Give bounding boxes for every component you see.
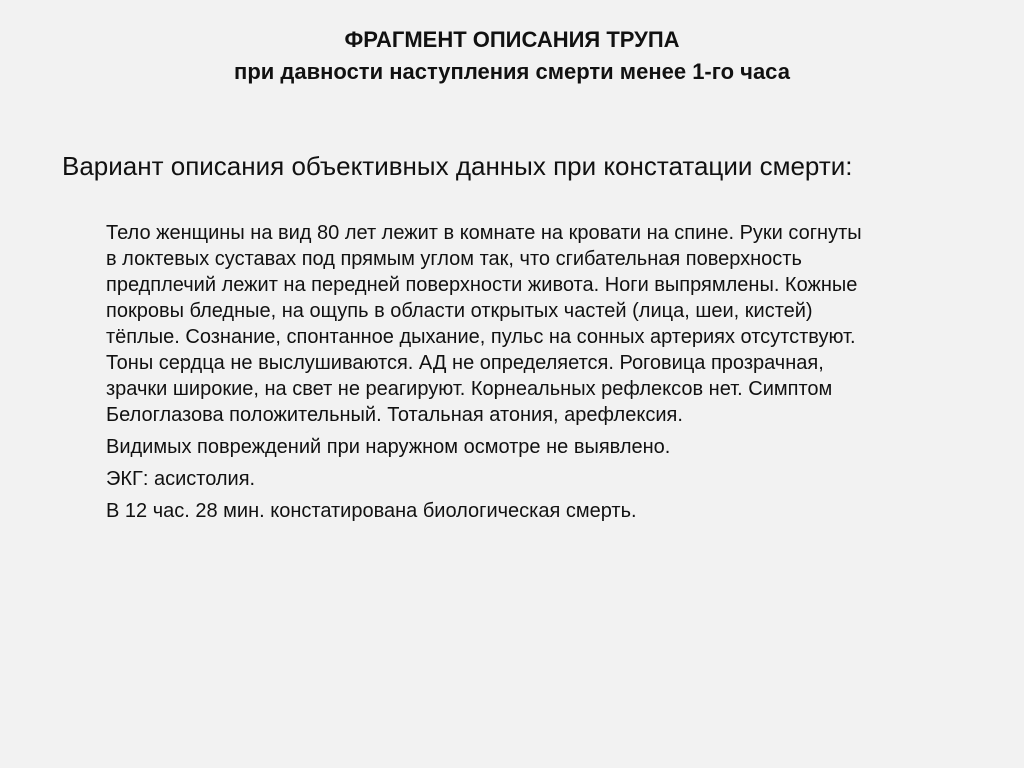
text-line: Тело женщины на вид 80 лет лежит в комнате на кровати на спине. Руки согнуты [106,222,862,244]
title-line-1: ФРАГМЕНТ ОПИСАНИЯ ТРУПА [344,27,680,52]
text-line: покровы бледные, на ощупь в области открытых частей (лица, шеи, кистей) [106,300,813,322]
text-line: зрачки широкие, на свет не реагируют. Корнеальных рефлексов нет. Симптом [106,378,833,400]
text-line: В 12 час. 28 мин. констатирована биологическая смерть. [106,500,637,522]
text-line: Белоглазова положительный. Тотальная атония, арефлексия. [106,404,683,426]
paragraph-death-time [106,498,986,524]
body-text [106,220,986,530]
paragraph-description [106,220,986,428]
title-line-2: при давности наступления смерти менее 1-го часа [234,59,790,84]
text-line: Видимых повреждений при наружном осмотре не выявлено. [106,436,671,458]
text-line: тёплые. Сознание, спонтанное дыхание, пульс на сонных артериях отсутствуют. [106,326,856,348]
slide-title [0,24,1024,88]
paragraph-ecg [106,466,986,492]
text-line: в локтевых суставах под прямым углом так, что сгибательная поверхность [106,248,802,270]
text-line: ЭКГ: асистолия. [106,468,256,490]
text-line: Тоны сердца не выслушиваются. АД не определяется. Роговица прозрачная, [106,352,824,374]
subheading: Вариант описания объективных данных при констатации смерти: [62,151,853,181]
text-line: предплечий лежит на передней поверхности живота. Ноги выпрямлены. Кожные [106,274,858,296]
paragraph-injuries [106,434,986,460]
